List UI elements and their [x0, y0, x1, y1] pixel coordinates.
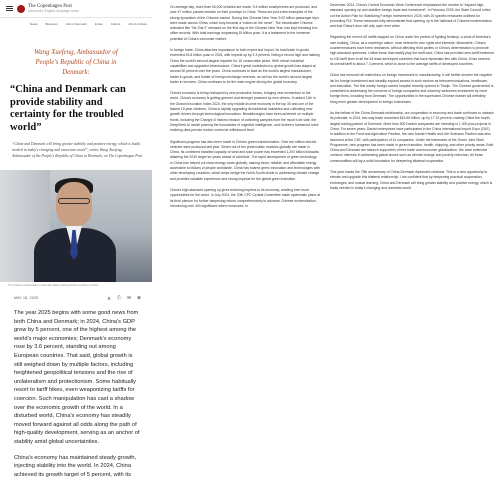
paragraph: China's economy is being reshaped by new productive forces, bringing new momentum to the world. China's economy is getting greener and stronger powered by new drivers. It ranked 11th in the Global Innovation Index 2024, the only middle-income economy in the top 30 and one of the fastest 10-year climbers. China is rapidly upgrading its traditional industries and cultivating new growth drivers through technological innovation. Breakthroughs have been achieved on multiple fronts, including the Chang'e-6 historic mission of collecting samples from the moon's far side, the DeepSeek AI model pushing the boundaries of cognitive intelligence, and Unitree's humanoid robot realizing ultra-precise motion control at millisecond level.	[170, 91, 319, 133]
logo-icon[interactable]	[17, 5, 25, 13]
paragraph: In foreign trade, China attaches importance to both export and import. Its total trade in goods exceeded 43.8 trillion yuan in 2024, with imports up by 2.3 percent, hitting a record high and making China the world's second-largest importer for 16 consecutive years. With robust industrial capabilities and upgraded infrastructure, China's great contribution to global growth has stayed at around 30 percent over the years. China continues to lead as the world's largest manufacturer, trader in goods, and holder of foreign exchange reserves, as well as the world's second-largest trader in services. China continues to be the main engine driving the global economy.	[170, 48, 320, 84]
pull-quote: “China and Denmark will bring greater stability and positive energy, which is badly needed in today's changing and uncertain world”, writes Wang Xuefeng, Ambassador of the People's Republic of China in Denmark, on The Copenhagen Post	[12, 142, 142, 158]
article-body-left	[0, 301, 152, 480]
site-header	[0, 0, 152, 18]
paragraph: China has removed all restrictions on foreign investment in manufacturing. It will further shorten the negative list for foreign investment and steadily expand access in such sectors as telecommunications, healthcare, and education. The first wholly foreign-owned hospital recently opened in Tianjin. The Chinese government is committed to addressing the concerns of foreign companies and sincerely welcomes investment by more foreign firms, including from Denmark. The opportunities in the supersized Chinese market will definitely bring even greater development to foreign businesses.	[330, 73, 494, 104]
paragraph: The year 2025 begins with some good news from both China and Denmark; in 2024, China's GDP grew by 5 percent, one of the highest among the world's major economies; Denmark's economy rose by 3.6 percent, standing out among European countries. That said, global growth is still weighed down by multiple factors, including heightened geopolitical tensions and the rise of unilateralism and protectionism. Some habitually resort to tariff hikes, even weaponizing tariffs for coercion. Such manipulation has cast a shadow over the economic growth of the world. In a disturbed world, China's economy has steadily moved forward against all odds along the path of high-quality development, serving as an anchor of stability amid global uncertainties.	[14, 310, 140, 445]
publish-date: MAY 18, 2025	[14, 296, 39, 300]
left-column	[0, 0, 152, 480]
main-nav	[0, 18, 152, 26]
share-bar	[106, 295, 142, 301]
nav-item-news[interactable]: News	[30, 22, 38, 26]
byline-line: People's Republic of China in	[35, 59, 117, 66]
logo-name: The Copenhagen Post	[28, 3, 72, 9]
ambassador-photo	[0, 170, 152, 282]
site-logo[interactable]	[28, 4, 79, 14]
nav-item-culture[interactable]: Culture	[110, 22, 121, 26]
x-share-icon[interactable]: X	[107, 295, 111, 301]
article-headline: “China and Denmark can provide stability and certainty for the troubled world”	[10, 84, 126, 133]
paragraph: On average day, more than 60,000 vehicles are made, 9.4 million smartphones are produced, and over 47 million parcels embark on their journeys in China. These are just a few examples of the strong dynamism of the Chinese market. During this Chinese New Year, 9.02 billion passenger trips were made across China, which truly became a “nation on the move”. The blockbuster Chinese animated film “Ne Zha 2” released on the first day of the Chinese New Year, has kept breaking box office records. With total earnings surpassing 15 billion yuan, it is a testament to the immense potential of China's consumer market.	[170, 5, 319, 41]
email-share-icon[interactable]: ✉	[127, 295, 131, 300]
paragraph: China's economy has maintained steady growth, injecting stability into the world. In 2024, China achieved its growth target of 5 percent, with its	[14, 454, 137, 478]
nav-item-arts-culture[interactable]: Arts & Culture	[128, 22, 148, 26]
paragraph: Regarding the recent US tariffs slapped on China under the pretext of fighting fentanyl, a crisis of America's own making, China, as a sovereign nation, must defend its own rights and interests. Meanwhile, China's countermeasures have been restrained, without affecting third parties or China's determination to promote high-standard openness. Unlike those that readily play the tariff card, China has provided zero-tariff treatment to 100 tariff lines to all the 43 least developed countries that have diplomatic ties with China. It has lowered its overall tariff to about 7.3 percent, which is close to the average tariffs of developed countries.	[330, 35, 494, 66]
byline	[0, 26, 152, 78]
more-share-icon[interactable]: ⊕	[137, 295, 141, 300]
paragraph: This year marks the 75th anniversary of China-Denmark diplomatic relations. This is a new opportunity to elevate and upgrade this bilateral relationship. I am confident that by deepening practical cooperation, exchanges, and mutual learning, China and Denmark will bring greater stability and positive energy, which is badly needed in today's changing and uncertain world.	[330, 170, 493, 190]
facebook-share-icon[interactable]: ⓕ	[116, 295, 122, 300]
paragraph: Significant progress has also been made in China's green transformation. Over ten million electric vehicles were produced last year. Seven out of ten photovoltaic modules globally are made in China. Its combined installed capacity of wind and solar power has exceeded 1,200 billion kilowatts, attaining the 2030 target six years ahead of schedule. The rapid development of green technology in China has helped cut clean energy costs globally, making clean, reliable, and affordable energy accessible to billions of people worldwide. China has shared green innovation and technologies with other developing countries, which helps bridge the North-South divide in addressing climate change and provides valuable experience and strong impetus for the global green transition.	[170, 139, 320, 181]
paragraph: As the bellast of the China-Denmark relationship, our cooperation in economy and trade continues to unleash its potential: in 2024, two-way trade exceeded $15.66 billion, up by 17.32 percent, making China the fourth-largest trading partner of Denmark. More than 500 Danish companies are investing in 1,300 plus projects in China. For seven years, Danish enterprises have participated in the China International Import Expo (CIIE). In addition to the Food and Agriculture Pavilion, the new Danish Health and Life Sciences Pavilion was also launched at the CIIE, with participation of 41 companies. Under the framework of the Green Joint Work Programme, new progress has been made in green transition, health, shipping, and other priority areas. Both China and Denmark are staunch supporters of free trade and economic globalization. We have extensive common interests in addressing global issues such as climate change and poverty reduction. All those commonalities will lay a solid foundation for deepening bilateral cooperation.	[330, 111, 494, 163]
logo-tagline: Denmark's English-language news	[28, 8, 79, 13]
paragraph: December 2024, China's Central Economic Work Conference emphasized the resolve to “expand high-standard opening up and stabilize foreign trade and investment”. In February 2025, the State Council rolled out the Action Plan for Stabilizing Foreign Investment in 2025, with 20 specific measures outlined for promoting FDI. These measures fully demonstrate that opening up is the hallmark of Chinese modernization and that China's door will only open ever wider.	[330, 3, 492, 29]
byline-line: Denmark:	[62, 69, 90, 76]
nav-item-business[interactable]: Business	[45, 22, 58, 26]
nav-item-inside[interactable]: Inside	[94, 22, 103, 26]
menu-icon[interactable]	[6, 6, 13, 11]
byline-line: Wang Xuefeng, Ambassador of	[34, 49, 118, 56]
article-body-middle	[170, 0, 320, 480]
nav-item-life-in-denmark[interactable]: Life in Denmark	[65, 22, 87, 26]
photo-caption: The Chinese Ambassador to Denmark Wang Xuefeng Photo courtesy of China	[8, 284, 99, 287]
article-body-right	[330, 0, 494, 480]
paragraph: China's high-standard opening up gives enduring impetus to its economy, creating ever more opportunities for the world. In July 2024, the 20th CPC Central Committee made systematic plans at its third plenum for further deepening reform comprehensively to advance Chinese modernization, introducing over 300 significant reform measures. In	[170, 187, 320, 208]
article-meta	[0, 287, 152, 301]
